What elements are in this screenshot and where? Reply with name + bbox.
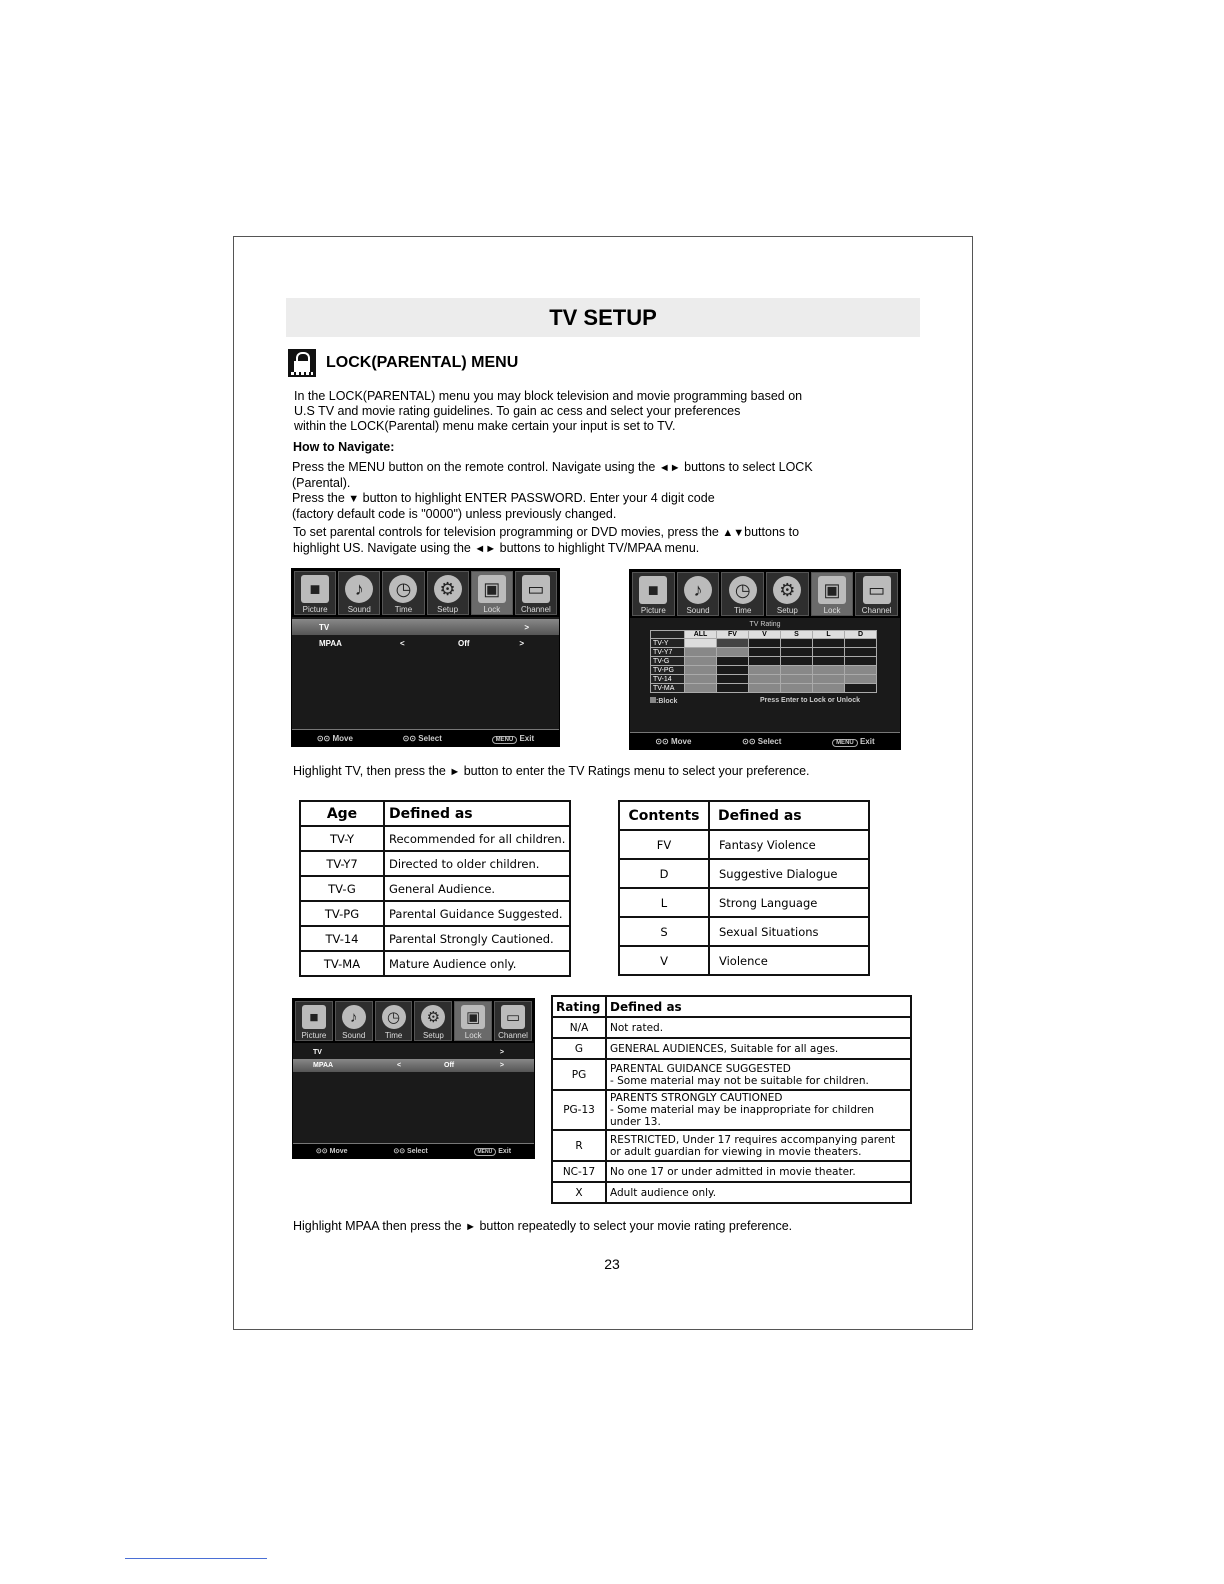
menu-key-icon: MENU: [492, 736, 518, 744]
left-right-arrows-icon: ◄►: [658, 462, 681, 474]
monitor-icon: ▭: [522, 575, 550, 603]
up-down-icon: ⊙⊙: [655, 736, 669, 746]
table-row: X Adult audience only.: [552, 1182, 911, 1203]
table-row: L Strong Language: [619, 888, 869, 917]
mpaa-rating-table: Rating Defined as N/A Not rated. G GENERAL AUDIENCES, Suitable for all ages. PG PARENTAL GUIDANCE SUGGESTED - Some material may not be suitable for children. PG-13 PARENTS STRONGLY CAUTIONED - Some material may be inappropriate for children under 13. R RESTRICTED, Under 17 requires accompanying parent or adult guardian for viewing in movie theaters. NC-17 No one 17 or under admitted in movie theater. X Adult audience only.: [551, 995, 912, 1204]
grid-col-header: D: [845, 631, 877, 639]
page-title: TV SETUP: [286, 298, 920, 337]
up-down-icon: ⊙⊙: [316, 733, 331, 743]
table-row: FV Fantasy Violence: [619, 830, 869, 859]
tab-time: ◷ Time: [375, 1001, 413, 1041]
monitor-icon: ▭: [501, 1005, 525, 1029]
tab-sound: ♪ Sound: [677, 572, 720, 616]
tab-setup: ⚙ Setup: [414, 1001, 452, 1041]
right-arrow-icon: ►: [465, 1221, 476, 1233]
table-row: TV-PG Parental Guidance Suggested.: [300, 901, 570, 926]
tv-menu-screenshot-2: [629, 569, 901, 750]
speaker-icon: ♪: [684, 576, 712, 604]
clock-icon: ◷: [382, 1005, 406, 1029]
menu-footer: ⊙⊙ Move ⊙⊙ Select MENU Exit: [293, 1143, 534, 1158]
gear-icon: ⚙: [434, 575, 462, 603]
grid-col-header: V: [749, 631, 781, 639]
table-row: PG PARENTAL GUIDANCE SUGGESTED - Some material may not be suitable for children.: [552, 1059, 911, 1090]
age-rating-table: Age Defined as TV-Y Recommended for all children. TV-Y7 Directed to older children. TV-G General Audience. TV-PG Parental Guidance Suggested. TV-14 Parental Strongly Cautioned. TV-MA Mature Audience only.: [299, 800, 571, 977]
tab-setup: ⚙ Setup: [766, 572, 809, 616]
grid-row: TV-MA: [651, 684, 877, 693]
tab-channel: ▭ Channel: [494, 1001, 532, 1041]
menu-footer: ⊙⊙ Move ⊙⊙ Select MENU Exit: [630, 732, 900, 749]
speaker-icon: ♪: [345, 575, 373, 603]
grid-row: TV-G: [651, 657, 877, 666]
nav-paragraph-1: Press the MENU button on the remote control. Navigate using the ◄► buttons to select LOCK (Parental). Press the ▼ button to highlight ENTER PASSWORD. Enter your 4 digit code (factory default code is "0000") unless previously changed.: [292, 460, 813, 521]
right-arrow-icon: >: [524, 622, 529, 632]
table-row: V Violence: [619, 946, 869, 975]
how-to-heading: How to Navigate:: [293, 440, 395, 454]
table-row: G GENERAL AUDIENCES, Suitable for all ages.: [552, 1038, 911, 1059]
tab-sound: ♪ Sound: [335, 1001, 373, 1041]
clock-icon: ◷: [729, 576, 757, 604]
menu-row-mpaa: MPAA < Off >: [319, 638, 524, 648]
grid-row: TV-Y: [651, 639, 877, 648]
right-arrow-icon: ►: [449, 766, 461, 778]
left-right-icon: ⊙⊙: [393, 1148, 406, 1155]
tab-picture: ■ Picture: [295, 1001, 333, 1041]
tab-time: ◷ Time: [382, 571, 424, 615]
right-arrow-icon: >: [499, 1049, 504, 1056]
table-row: N/A Not rated.: [552, 1017, 911, 1038]
menu-row-tv: TV >: [292, 619, 559, 635]
left-arrow-icon: <: [397, 1062, 402, 1069]
grid-row: TV-PG: [651, 666, 877, 675]
menu-row-mpaa: MPAA < Off >: [293, 1059, 534, 1072]
menu-key-icon: MENU: [832, 739, 858, 747]
table-row: NC-17 No one 17 or under admitted in movie theater.: [552, 1161, 911, 1182]
section-header: [288, 349, 518, 377]
lock-icon: ▣: [461, 1005, 485, 1029]
tab-lock: ▣ Lock: [454, 1001, 492, 1041]
grid-legend: :Block Press Enter to Lock or Unlock: [630, 693, 900, 705]
tab-sound: ♪ Sound: [338, 571, 380, 615]
tv-menu-screenshot-1: [291, 568, 560, 747]
up-down-arrows-icon: ▲▼: [722, 527, 745, 539]
right-arrow-icon: >: [499, 1062, 504, 1069]
up-down-icon: ⊙⊙: [315, 1148, 328, 1155]
grid-col-header: FV: [717, 631, 749, 639]
grid-col-header: L: [813, 631, 845, 639]
table-row: TV-Y7 Directed to older children.: [300, 851, 570, 876]
table-row: D Suggestive Dialogue: [619, 859, 869, 888]
highlight-tv-text: Highlight TV, then press the ► button to enter the TV Ratings menu to select your preference.: [293, 764, 810, 778]
gear-icon: ⚙: [421, 1005, 445, 1029]
footer-divider: [125, 1558, 267, 1559]
table-row: TV-14 Parental Strongly Cautioned.: [300, 926, 570, 951]
gear-icon: ⚙: [773, 576, 801, 604]
lock-icon: ▣: [818, 576, 846, 604]
table-row: PG-13 PARENTS STRONGLY CAUTIONED - Some material may be inappropriate for children under 13.: [552, 1090, 911, 1130]
lock-icon: [288, 349, 316, 377]
page-number: 23: [604, 1256, 620, 1272]
nav-paragraph-2: To set parental controls for television programming or DVD movies, press the ▲▼buttons to highlight US. Navigate using the ◄► buttons to highlight TV/MPAA menu.: [293, 525, 800, 555]
tab-picture: ■ Picture: [294, 571, 336, 615]
tv-rating-grid: [650, 630, 877, 693]
clock-icon: ◷: [389, 575, 417, 603]
menu-row-tv: TV >: [313, 1049, 504, 1056]
camera-icon: ■: [639, 576, 667, 604]
camera-icon: ■: [302, 1005, 326, 1029]
monitor-icon: ▭: [863, 576, 891, 604]
camera-icon: ■: [301, 575, 329, 603]
table-row: S Sexual Situations: [619, 917, 869, 946]
menu-tabs: [293, 999, 534, 1043]
tab-lock: ▣ Lock: [471, 571, 513, 615]
menu-tabs: [292, 569, 559, 617]
right-arrow-icon: >: [519, 638, 524, 648]
table-row: TV-G General Audience.: [300, 876, 570, 901]
table-row: R RESTRICTED, Under 17 requires accompanying parent or adult guardian for viewing in movie theaters.: [552, 1130, 911, 1161]
left-right-arrows-icon: ◄►: [474, 543, 497, 555]
tv-rating-title: TV Rating: [749, 621, 781, 628]
menu-key-icon: MENU: [474, 1148, 497, 1156]
tab-channel: ▭ Channel: [855, 572, 898, 616]
table-row: TV-Y Recommended for all children.: [300, 826, 570, 851]
menu-tabs: [630, 570, 900, 618]
tab-setup: ⚙ Setup: [427, 571, 469, 615]
tab-lock: ▣ Lock: [811, 572, 854, 616]
tab-time: ◷ Time: [721, 572, 764, 616]
highlight-mpaa-text: Highlight MPAA then press the ► button repeatedly to select your movie rating preference.: [293, 1219, 793, 1233]
section-title: LOCK(PARENTAL) MENU: [326, 354, 519, 371]
down-arrow-icon: ▼: [348, 493, 360, 505]
tv-menu-screenshot-3: [292, 998, 535, 1159]
tab-picture: ■ Picture: [632, 572, 675, 616]
lock-icon: ▣: [478, 575, 506, 603]
grid-row: TV-Y7: [651, 648, 877, 657]
intro-paragraph: In the LOCK(PARENTAL) menu you may block television and movie programming based on U.S TV and movie rating guidelines. To gain ac cess and select your preferences within the LOCK(Parental) menu make certain your input is set to TV.: [294, 389, 803, 433]
left-right-icon: ⊙⊙: [742, 736, 756, 746]
menu-footer: ⊙⊙ Move ⊙⊙ Select MENU Exit: [292, 729, 559, 746]
tab-channel: ▭ Channel: [515, 571, 557, 615]
speaker-icon: ♪: [342, 1005, 366, 1029]
table-row: TV-MA Mature Audience only.: [300, 951, 570, 976]
contents-table: Contents Defined as FV Fantasy Violence D Suggestive Dialogue L Strong Language S Sexual Situations V Violence: [618, 800, 870, 976]
left-arrow-icon: <: [400, 638, 405, 648]
grid-row: TV-14: [651, 675, 877, 684]
grid-col-header: S: [781, 631, 813, 639]
grid-col-header: ALL: [685, 631, 717, 639]
left-right-icon: ⊙⊙: [402, 733, 417, 743]
